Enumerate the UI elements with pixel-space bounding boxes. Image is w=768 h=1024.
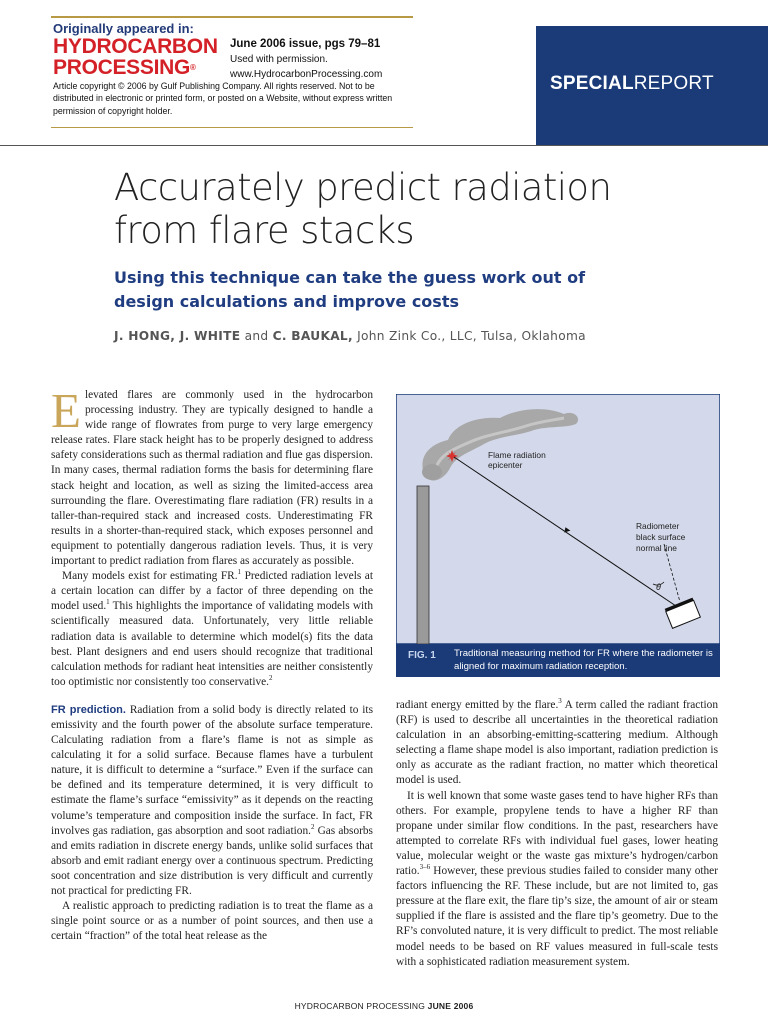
body-column-1 — [51, 383, 373, 944]
radiometer-label-line2: black surface — [636, 532, 686, 542]
drop-cap: E — [51, 383, 81, 438]
paragraph-1: Elevated flares are commonly used in the hydrocarbon processing industry. They are typically designed to handle a wide range of flowrates from purge to very large emergency release rates. Flare stack height has to be properly designed to address safety considerations such as thermal radiation and flue gas dispersion. In many cases, thermal radiation forms the basis for determining flare stack height and location, as well as sizing the limited-access area surrounding the flare. Overestimating flare radiation (FR) results in a taller-than-required stack and increased costs. Underestimating FR results in a shorter-than-required stack, which exposes personnel and equipment to potentially dangerous radiation levels. Thus, it is very important to predict radiation from flares as accurately as possible. — [51, 383, 373, 568]
publication-url: www.HydrocarbonProcessing.com — [230, 69, 383, 80]
logo-line-2: PROCESSING® — [53, 56, 196, 79]
paragraph-2: Many models exist for estimating FR.$^1$ Predicted radiation levels at a certain location can differ by a factor of three depending on the model used.$^1$ This highlights the importance of validating models with scientifically measured data. Unfortunately, very little reliable radiation data is available to determine which model(s) fits the data best. Plant designers and end users should recognize that traditional calculation methods for radiant heat intensities are neither consistently too optimistic nor consistently too conservative.$^2$ — [51, 568, 373, 688]
originally-appeared-label: Originally appeared in: — [53, 21, 194, 36]
body-column-2 — [396, 698, 718, 970]
page-footer — [0, 1001, 768, 1011]
logo-line-1: HYDROCARBON — [53, 35, 218, 58]
section-heading: FR prediction. — [51, 703, 126, 716]
footer-date: JUNE 2006 — [427, 1001, 474, 1011]
figure-illustration — [396, 394, 720, 644]
column2-paragraph-1: radiant energy emitted by the flare.$^3$ A term called the radiant fraction (RF) is used to describe all uncertainties in the theoretical radiation calculation in an absorbing-emitting-scattering medium. Although selecting a flame shape model is also important, radiation prediction is only as accurate as the radiant fraction, no matter which theoretical model is used. — [396, 697, 718, 787]
figure-label: FIG. 1 — [408, 650, 436, 661]
paragraph-3: FR prediction. Radiation from a solid body is directly related to its emissivity and the fourth power of the absolute surface temperature. Calculating radiation from a flare’s flame is not as simple as calculating it for a solid surface. Because flames have a turbulent nature, it is difficult to determine a “surface.” Even if the surface can be defined and its temperature determined, it is very difficult to estimate the flame’s surface “emissivity” as it depends on the reacting volume’s temperature and composition inside the surface. In fact, FR involves gas radiation, gas absorption and soot radiation.$^2$ Gas absorbs and emits radiation in discrete energy bands, unlike solid surfaces that absorb and emit radiant energy over a continuous spectrum. Predicting soot concentration and size distribution is very difficult and currently not practical for predicting FR. — [51, 703, 373, 897]
special-report-label: SPECIALREPORT — [550, 73, 714, 94]
permission-note: Used with permission. — [230, 54, 328, 65]
page-divider — [0, 145, 768, 146]
article-title: Accurately predict radiation from flare stacks — [114, 166, 612, 252]
figure-caption-bar — [396, 644, 720, 677]
figure-1 — [396, 394, 720, 677]
header-bottom-rule — [51, 127, 413, 128]
flare-stack — [417, 486, 429, 644]
issue-pages: June 2006 issue, pgs 79–81 — [230, 38, 381, 50]
article-authors: J. HONG, J. WHITE and C. BAUKAL, John Zink Co., LLC, Tulsa, Oklahoma — [114, 329, 586, 343]
theta-symbol: θ — [656, 582, 661, 592]
paragraph-4: A realistic approach to predicting radiation is to treat the flame as a single point source or as a number of point sources, and then use a certain “fraction” of the total heat release as the — [51, 900, 373, 943]
footer-publication: HYDROCARBON PROCESSING — [294, 1001, 426, 1011]
publication-logo — [53, 36, 218, 78]
article-subtitle: Using this technique can take the guess work out of design calculations and improve costs — [114, 268, 586, 311]
epicenter-label-line1: Flame radiation — [488, 450, 546, 460]
special-report-banner — [536, 26, 768, 146]
issue-info — [230, 37, 382, 82]
radiometer-label-line3: normal line — [636, 543, 677, 553]
epicenter-label-line2: epicenter — [488, 460, 523, 470]
copyright-notice: Article copyright © 2006 by Gulf Publishing Company. All rights reserved. Not to be distributed in electronic or printed form, or posted on a Website, without express written permission of copyright holder. — [53, 81, 393, 116]
header-top-rule — [51, 16, 413, 18]
radiometer-label-line1: Radiometer — [636, 521, 680, 531]
figure-caption: Traditional measuring method for FR where the radiometer is aligned for maximum radiation reception. — [454, 648, 713, 672]
column2-paragraph-2: It is well known that some waste gases tend to have higher RFs than others. For example, propylene tends to have a higher RF than propane under similar flow conditions. In the past, researchers have attempted to correlate RFs with individual fuel gases, lower heating value, molecular weight or the waste gas mixture’s hydrogen/carbon ratio.$^{3-6}$ However, these previous studies failed to consider many other factors influencing the RF. These include, but are not limited to, gas pressure at the flare exit, the flare tip’s size, the amount of air or steam supplied if the flare is assisted and the flare tip’s geometry. Due to the RF’s convoluted nature, it is very difficult to predict. The most reliable model needs to be based on RF values measured in full-scale tests with a sophisticated radiation measurement system. — [396, 789, 718, 968]
